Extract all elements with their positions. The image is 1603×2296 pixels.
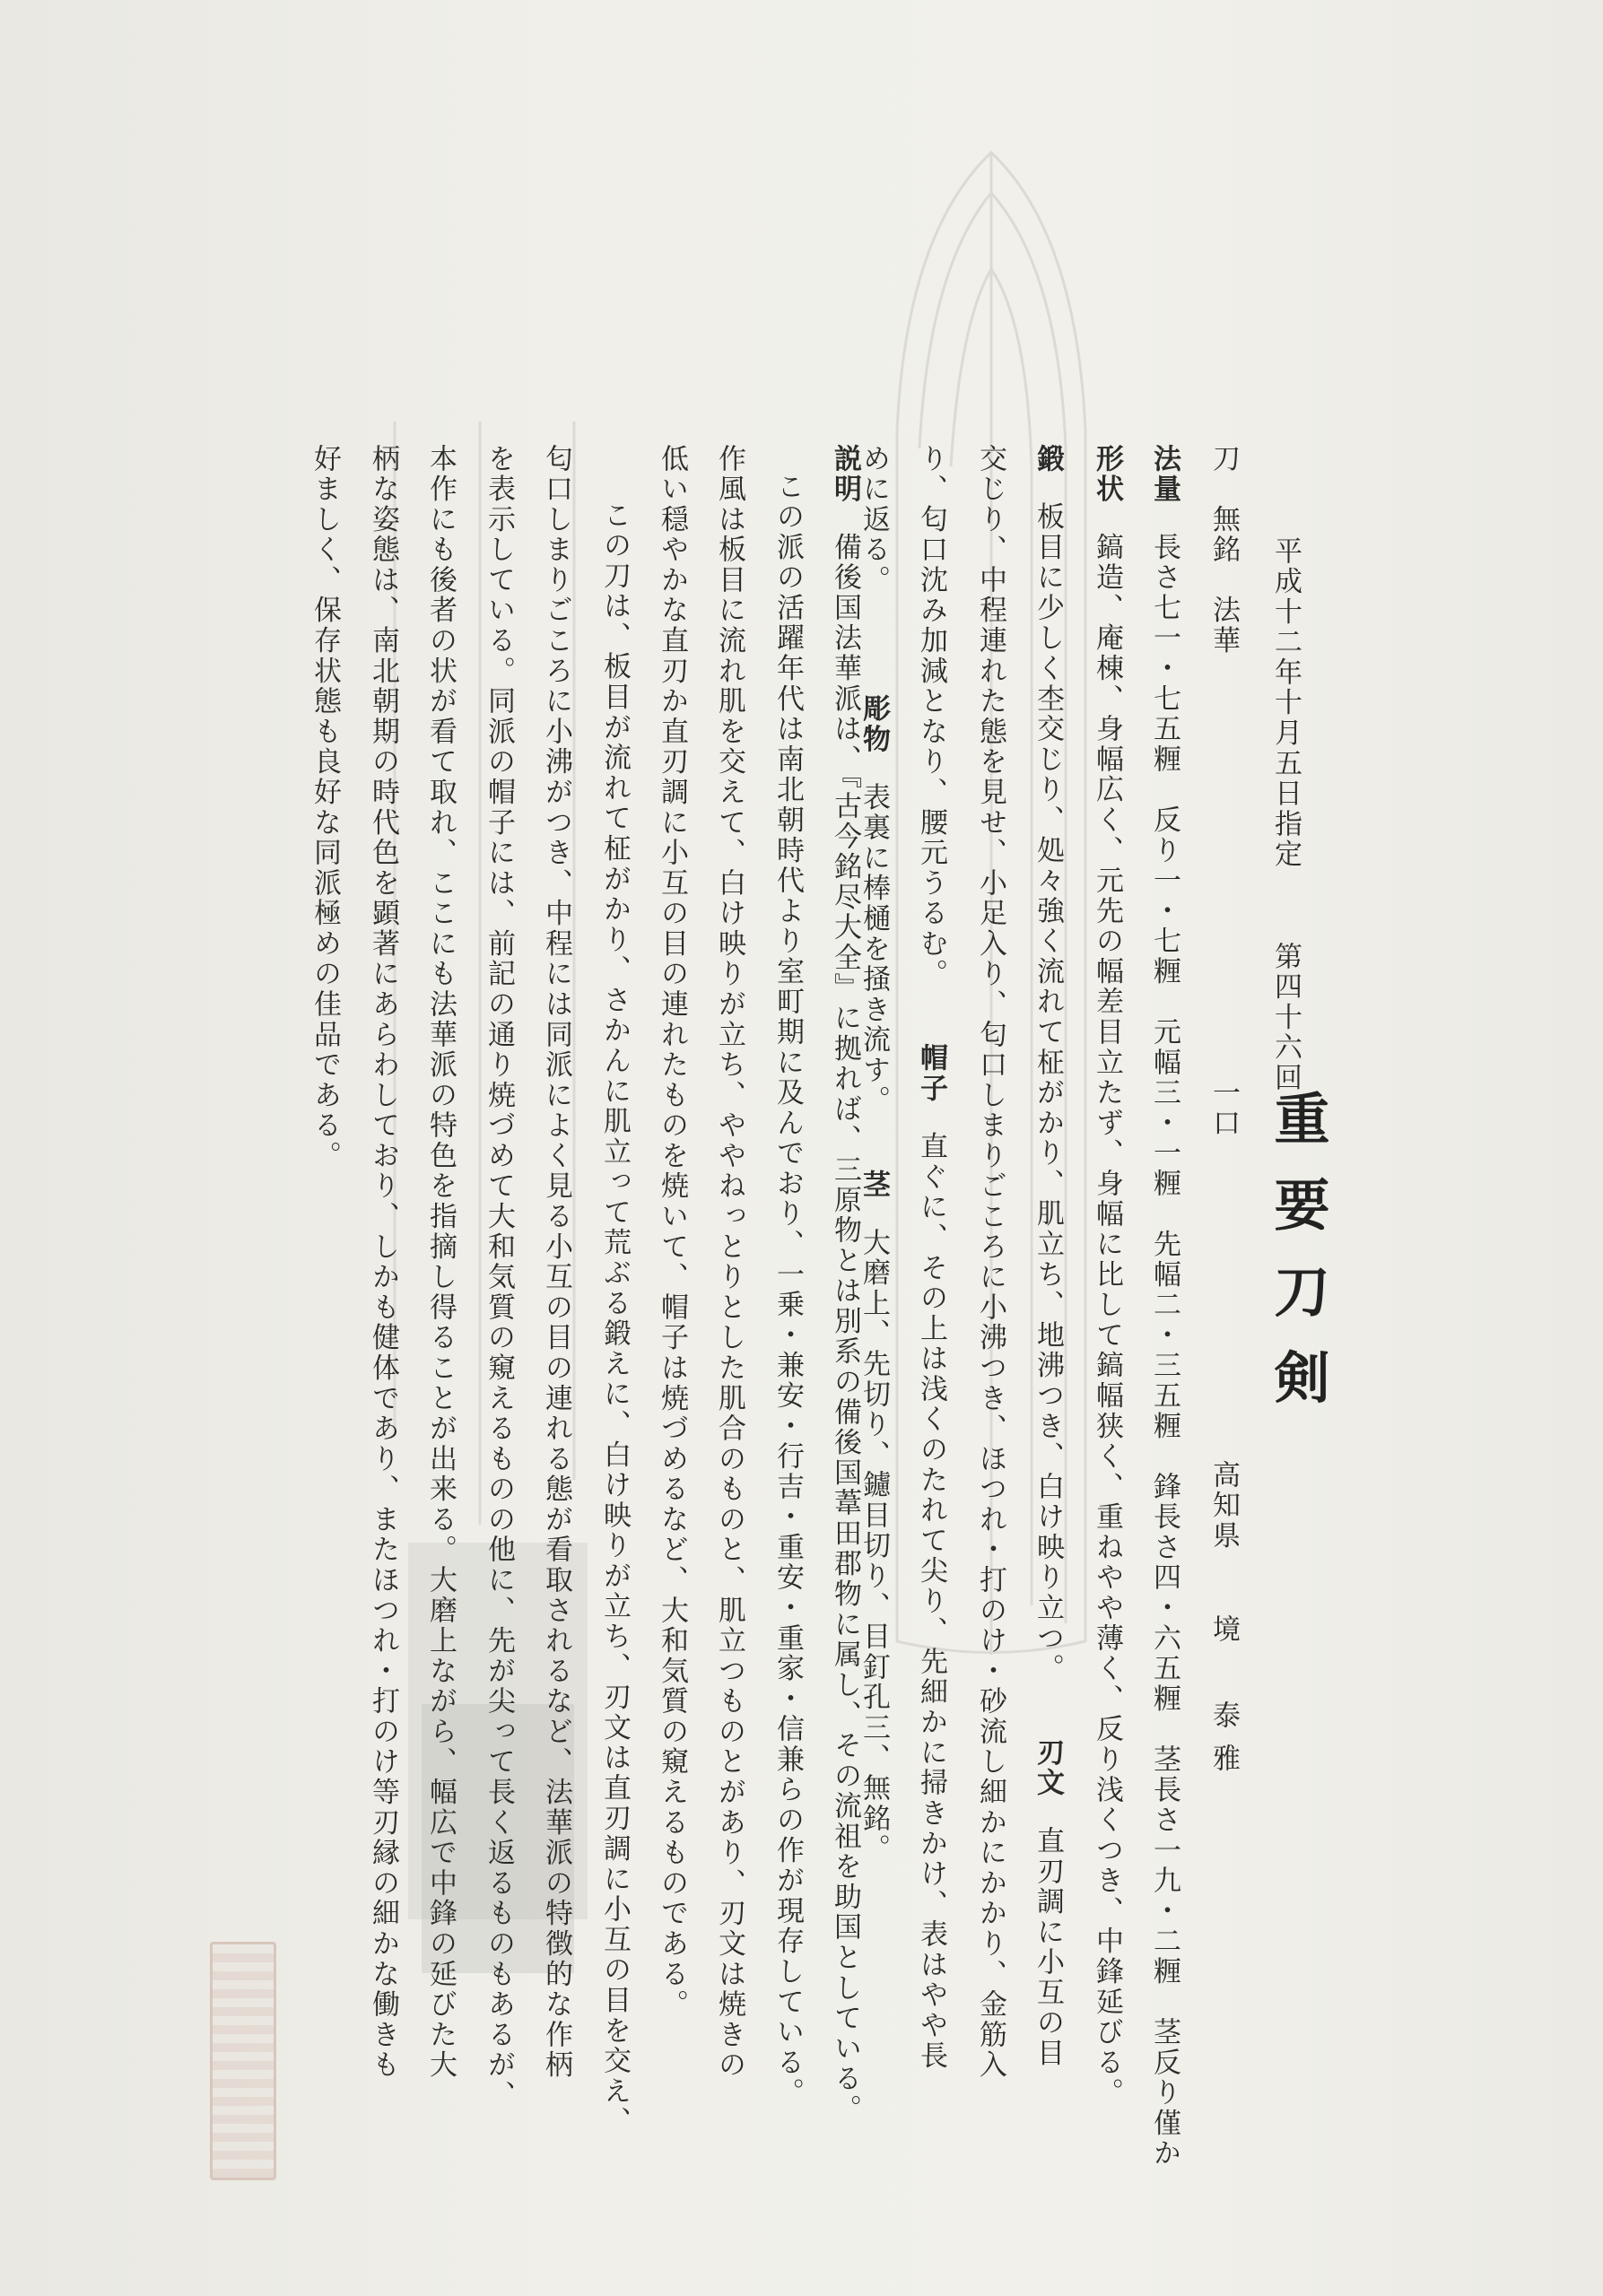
explanation-label: 説明 [829, 444, 861, 505]
spec-hamon-text: 直刃調に小互の目 [1032, 1826, 1064, 2069]
sword-type-line: 刀 無銘 法華 [1207, 444, 1240, 657]
explanation-line-1-text: 備後国法華派は、『古今銘尽大全』に拠れば、三原物とは別系の備後国葦田郡物に属し、その流祖を助国としている。 [829, 532, 861, 2125]
explanation-line-4: 低い穏やかな直刃か直刃調に小互の目の連れたものを焼いて、帽子は焼づめるなど、大和気質の窺えるものである。 [656, 444, 688, 2021]
spec-horimono-label: 彫物 [858, 693, 890, 755]
explanation-line-6: 匂口しまりごころに小沸がつき、中程には同派によく見る小互の目の連れる態が看取されるなど、法華派の特徴的な作柄 [540, 444, 572, 2081]
explanation-line-7: を表示している。同派の帽子には、前記の通り焼づめて大和気質の窺えるものの他に、先が尖って長く返るものもあるが、 [483, 444, 515, 2111]
sword-count: 一口 [1207, 1078, 1240, 1139]
spec-hamon-cont-1: 交じり、中程連れた態を見せ、小足入り、匂口しまりごころに小沸つき、ほつれ・打のけ・砂流し細かにかかり、金筋入 [974, 444, 1006, 2081]
spec-keijou-label: 形状 [1091, 444, 1123, 505]
prefecture: 高知県 [1207, 1460, 1240, 1552]
spec-hamon-cont-2 [917, 444, 945, 2071]
spec-boushi-cont [858, 444, 890, 1865]
spec-boushi-label: 帽子 [915, 1043, 947, 1104]
explanation-line-9: 柄な姿態は、南北朝期の時代色を顕著にあらわしており、しかも健体であり、またほつれ・打のけ等刃縁の細かな働きも [367, 444, 399, 2081]
spec-houryou [1150, 444, 1178, 2169]
spec-nakago-text: 大磨上、先切り、鑢目切り、目釘孔三、無銘。 [858, 1228, 890, 1865]
spec-kitae-text: 板目に少しく杢交じり、処々強く流れて柾がかり、肌立ち、地沸つき、白け映り立つ。 [1032, 501, 1064, 1684]
page-title: 重要刀剣 [1265, 1090, 1330, 1435]
spec-keijou-text: 鎬造、庵棟、身幅広く、元先の幅差目立たず、身幅に比して鎬幅狭く、重ねやや薄く、反り浅くつき、中鋒延びる。 [1091, 532, 1123, 2109]
spec-boushi-text: 直ぐに、その上は浅くのたれて尖り、先細かに掃きかけ、表はやや長 [915, 1131, 947, 2072]
spec-hamon-cont-2-text: り、匂口沈み加減となり、腰元うるむ。 [915, 444, 947, 990]
designation-date: 平成十二年十月五日指定 [1269, 536, 1302, 870]
spec-boushi-cont-text: めに返る。 [858, 444, 890, 596]
spec-houryou-text: 長さ七一・七五糎 反り一・七糎 元幅三・一糎 先幅二・三五糎 鋒長さ四・六五糎 茎長さ一九・二糎 茎反り僅か [1148, 532, 1180, 2170]
spec-nakago-label: 茎 [858, 1170, 890, 1201]
spec-houryou-label: 法量 [1148, 444, 1180, 505]
explanation-line-8: 本作にも後者の状が看て取れ、ここにも法華派の特色を指摘し得ることが出来る。大磨上ながら、幅広で中鋒の延びた大 [424, 444, 457, 2081]
spec-hamon-label: 刃文 [1032, 1737, 1064, 1799]
spec-keijou [1091, 444, 1123, 2109]
session-number: 第四十六回 [1269, 942, 1302, 1093]
spec-kitae [1032, 444, 1064, 2069]
explanation-line-3: 作風は板目に流れ肌を交えて、白け映りが立ち、ややねっとりとした肌合のものと、肌立つものとがあり、刃文は焼きの [713, 444, 745, 2081]
spec-horimono-text: 表裏に棒樋を掻き流す。 [858, 782, 890, 1117]
explanation-line-1 [829, 444, 861, 2125]
owner-name: 境 泰雅 [1207, 1614, 1240, 1787]
explanation-line-10: 好ましく、保存状態も良好な同派極めの佳品である。 [309, 444, 341, 1171]
explanation-line-5: この刀は、板目が流れて柾がかり、さかんに肌立って荒ぶる鍛えに、白け映りが立ち、刃文は直刃調に小互の目を交え、 [598, 500, 631, 2137]
explanation-line-2: この派の活躍年代は南北朝時代より室町期に及んでおり、一乗・兼安・行吉・重安・重家・信兼らの作が現存している。 [771, 472, 804, 2109]
spec-kitae-label: 鍛 [1032, 444, 1064, 474]
seal-stamp [210, 1942, 276, 2180]
